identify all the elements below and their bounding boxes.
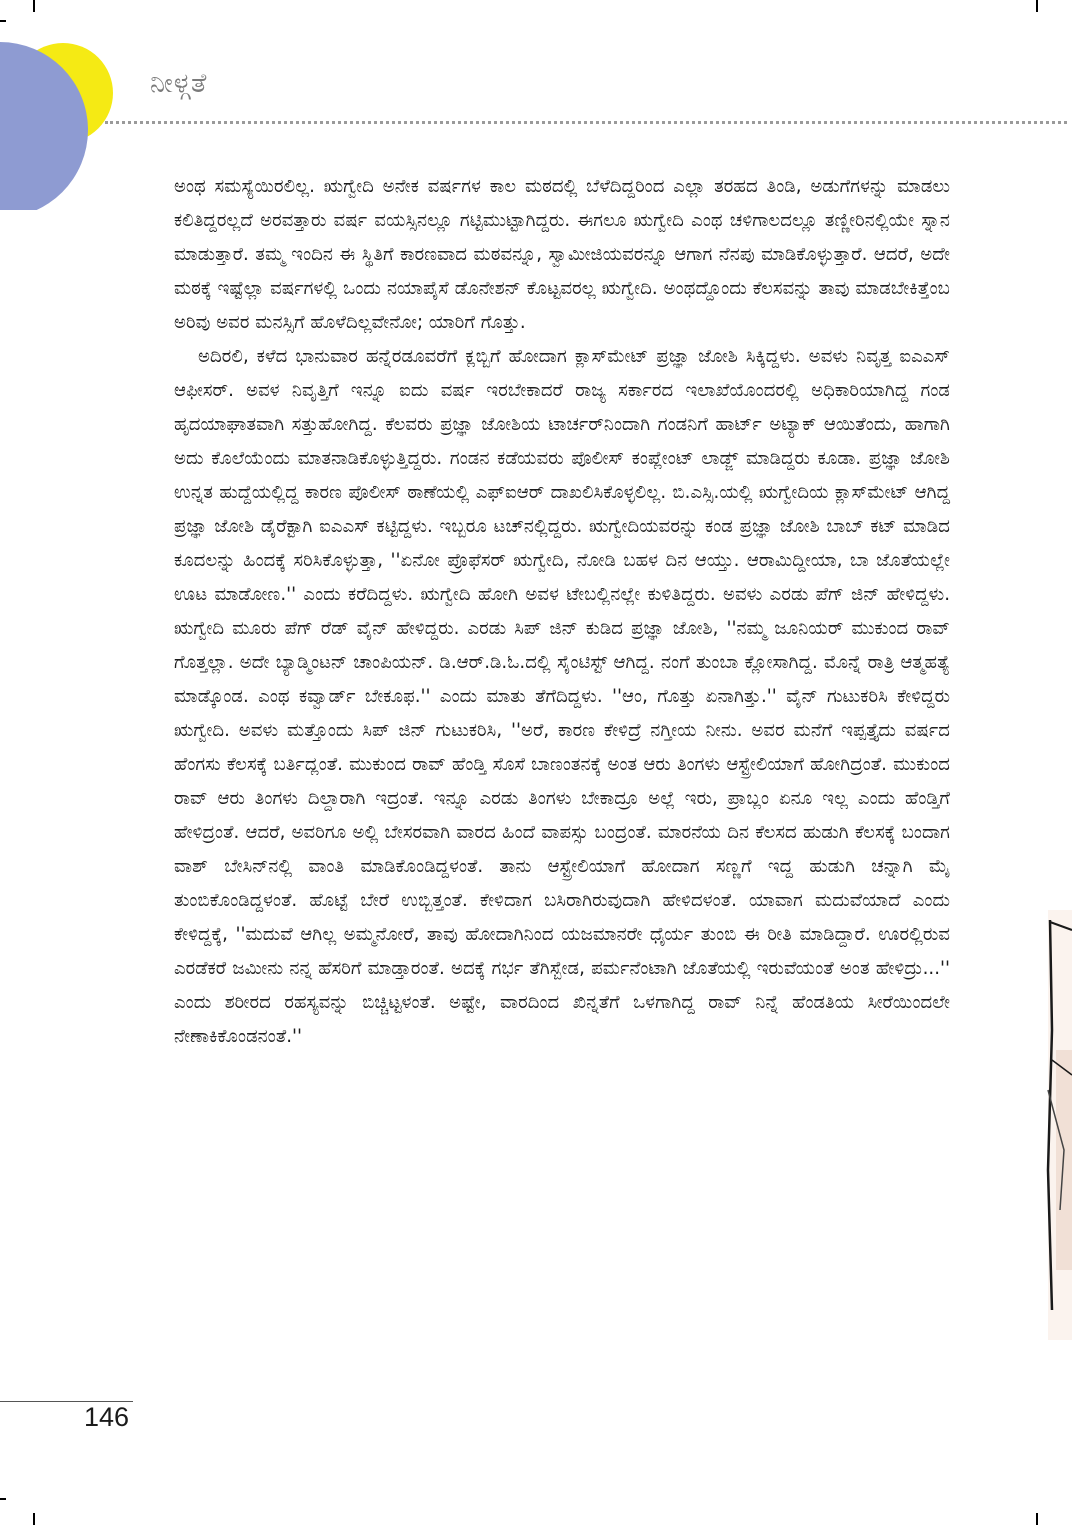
- dotted-divider: [105, 121, 1067, 124]
- crop-mark-bottom-left: [33, 1513, 35, 1525]
- paragraph: ಅದಿರಲಿ, ಕಳೆದ ಭಾನುವಾರ ಹನ್ನೆರಡೂವರೆಗೆ ಕ್ಲಬ್ಬಿಗೆ ಹೋದಾಗ ಕ್ಲಾಸ್‌ಮೇಟ್ ಪ್ರಜ್ಞಾ ಜೋಶಿ ಸಿಕ್ಕಿದ್ದಳು. ಅವಳು ನಿವೃತ್ತ ಐಎಎಸ್ ಆಫೀಸರ್. ಅವಳ ನಿವೃತ್ತಿಗೆ ಇನ್ನೂ ಐದು ವರ್ಷ ಇರಬೇಕಾದರೆ ರಾಜ್ಯ ಸರ್ಕಾರದ ಇಲಾಖೆಯೊಂದರಲ್ಲಿ ಅಧಿಕಾರಿಯಾಗಿದ್ದ ಗಂಡ ಹೃದಯಾಘಾತವಾಗಿ ಸತ್ತುಹೋಗಿದ್ದ. ಕೆಲವರು ಪ್ರಜ್ಞಾ ಜೋಶಿಯ ಟಾರ್ಚರ್‌ನಿಂದಾಗಿ ಗಂಡನಿಗೆ ಹಾರ್ಟ್ ಅಟ್ಯಾಕ್ ಆಯಿತೆಂದು, ಹಾಗಾಗಿ ಅದು ಕೊಲೆಯೆಂದು ಮಾತನಾಡಿಕೊಳ್ಳುತ್ತಿದ್ದರು. ಗಂಡನ ಕಡೆಯವರು ಪೊಲೀಸ್ ಕಂಪ್ಲೇಂಟ್ ಲಾಡ್ಜ್ ಮಾಡಿದ್ದರು ಕೂಡಾ. ಪ್ರಜ್ಞಾ ಜೋಶಿ ಉನ್ನತ ಹುದ್ದೆಯಲ್ಲಿದ್ದ ಕಾರಣ ಪೊಲೀಸ್ ಠಾಣೆಯಲ್ಲಿ ಎಫ್‌ಐಆರ್ ದಾಖಲಿಸಿಕೊಳ್ಳಲಿಲ್ಲ. ಬಿ.ಎಸ್ಸಿ.ಯಲ್ಲಿ ಋಗ್ವೇದಿಯ ಕ್ಲಾಸ್‌ಮೇಟ್ ಆಗಿದ್ದ ಪ್ರಜ್ಞಾ ಜೋಶಿ ಡೈರೆಕ್ಟಾಗಿ ಐಎಎಸ್ ಕಟ್ಟಿದ್ದಳು. ಇಬ್ಬರೂ ಟಚ್‌ನಲ್ಲಿದ್ದರು. ಋಗ್ವೇದಿಯವರನ್ನು ಕಂಡ ಪ್ರಜ್ಞಾ ಜೋಶಿ ಬಾಬ್ ಕಟ್ ಮಾಡಿದ ಕೂದಲನ್ನು ಹಿಂದಕ್ಕೆ ಸರಿಸಿಕೊಳ್ಳುತ್ತಾ, ''ಏನೋ ಪ್ರೊಫೆಸರ್ ಋಗ್ವೇದಿ, ನೋಡಿ ಬಹಳ ದಿನ ಆಯ್ತು. ಆರಾಮಿದ್ದೀಯಾ, ಬಾ ಜೊತೆಯಲ್ಲೇ ಊಟ ಮಾಡೋಣ.'' ಎಂದು ಕರೆದಿದ್ದಳು. ಋಗ್ವೇದಿ ಹೋಗಿ ಅವಳ ಟೇಬಲ್ಲಿನಲ್ಲೇ ಕುಳಿತಿದ್ದರು. ಅವಳು ಎರಡು ಪೆಗ್ ಜಿನ್ ಹೇಳಿದ್ದಳು. ಋಗ್ವೇದಿ ಮೂರು ಪೆಗ್ ರೆಡ್ ವೈನ್ ಹೇಳಿದ್ದರು. ಎರಡು ಸಿಪ್ ಜಿನ್ ಕುಡಿದ ಪ್ರಜ್ಞಾ ಜೋಶಿ, ''ನಮ್ಮ ಜೂನಿಯರ್ ಮುಕುಂದ ರಾವ್ ಗೊತ್ತಲ್ಲಾ. ಅದೇ ಬ್ಯಾಡ್ಮಿಂಟನ್ ಚಾಂಪಿಯನ್. ಡಿ.ಆರ್.ಡಿ.ಓ.ದಲ್ಲಿ ಸೈಂಟಿಸ್ಟ್ ಆಗಿದ್ದ. ನಂಗೆ ತುಂಬಾ ಕ್ಲೋಸಾಗಿದ್ದ. ಮೊನ್ನೆ ರಾತ್ರಿ ಆತ್ಮಹತ್ಯೆ ಮಾಡ್ಕೊಂಡ. ಎಂಥ ಕವ್ವಾರ್ಡ್ ಬೇಕೂಫ.'' ಎಂದು ಮಾತು ತೆಗೆದಿದ್ದಳು. ''ಆಂ, ಗೊತ್ತು ಏನಾಗಿತ್ತು.'' ವೈನ್ ಗುಟುಕರಿಸಿ ಕೇಳಿದ್ದರು ಋಗ್ವೇದಿ. ಅವಳು ಮತ್ತೊಂದು ಸಿಪ್ ಜಿನ್ ಗುಟುಕರಿಸಿ, ''ಅರೆ, ಕಾರಣ ಕೇಳಿದ್ರೆ ನಗ್ತೀಯ ನೀನು. ಅವರ ಮನೆಗೆ ಇಪ್ಪತ್ತೈದು ವರ್ಷದ ಹೆಂಗಸು ಕೆಲಸಕ್ಕೆ ಬರ್ತಿದ್ಲಂತೆ. ಮುಕುಂದ ರಾವ್ ಹೆಂಡ್ತಿ ಸೊಸೆ ಬಾಣಂತನಕ್ಕೆ ಅಂತ ಆರು ತಿಂಗಳು ಆಸ್ಟ್ರೇಲಿಯಾಗೆ ಹೋಗಿದ್ರಂತೆ. ಮುಕುಂದ ರಾವ್ ಆರು ತಿಂಗಳು ದಿಲ್ದಾರಾಗಿ ಇದ್ರಂತೆ. ಇನ್ನೂ ಎರಡು ತಿಂಗಳು ಬೇಕಾದ್ರೂ ಅಲ್ಲೆ ಇರು, ಪ್ರಾಬ್ಲಂ ಏನೂ ಇಲ್ಲ ಎಂದು ಹೆಂಡ್ತಿಗೆ ಹೇಳಿದ್ರಂತೆ. ಆದರೆ, ಅವರಿಗೂ ಅಲ್ಲಿ ಬೇಸರವಾಗಿ ವಾರದ ಹಿಂದೆ ವಾಪಸ್ಸು ಬಂದ್ರಂತೆ. ಮಾರನೆಯ ದಿನ ಕೆಲಸದ ಹುಡುಗಿ ಕೆಲಸಕ್ಕೆ ಬಂದಾಗ ವಾಶ್ ಬೇಸಿನ್‌ನಲ್ಲಿ ವಾಂತಿ ಮಾಡಿಕೊಂಡಿದ್ದಳಂತೆ. ತಾನು ಆಸ್ಟ್ರೇಲಿಯಾಗೆ ಹೋದಾಗ ಸಣ್ಣಗೆ ಇದ್ದ ಹುಡುಗಿ ಚನ್ನಾಗಿ ಮೈ ತುಂಬಿಕೊಂಡಿದ್ದಳಂತೆ. ಹೊಟ್ಟೆ ಬೇರೆ ಉಬ್ಬಿತ್ತಂತೆ. ಕೇಳಿದಾಗ ಬಸಿರಾಗಿರುವುದಾಗಿ ಹೇಳಿದಳಂತೆ. ಯಾವಾಗ ಮದುವೆಯಾದೆ ಎಂದು ಕೇಳಿದ್ದಕ್ಕೆ, ''ಮದುವೆ ಆಗಿಲ್ಲ ಅಮ್ಮನೋರೆ, ತಾವು ಹೋದಾಗಿನಿಂದ ಯಜಮಾನರೇ ಧೈರ್ಯ ತುಂಬಿ ಈ ರೀತಿ ಮಾಡಿದ್ದಾರೆ. ಊರಲ್ಲಿರುವ ಎರಡೆಕರೆ ಜಮೀನು ನನ್ನ ಹೆಸರಿಗೆ ಮಾಡ್ತಾರಂತೆ. ಅದಕ್ಕೆ ಗರ್ಭ ತೆಗಿಸ್ಬೇಡ, ಪರ್ಮನೆಂಟಾಗಿ ಜೊತೆಯಲ್ಲಿ ಇರುವೆಯಂತೆ ಅಂತ ಹೇಳಿದ್ರು...'' ಎಂದು ಶರೀರದ ರಹಸ್ಯವನ್ನು ಬಿಚ್ಚಿಟ್ಟಳಂತೆ. ಅಷ್ಟೇ, ವಾರದಿಂದ ಖಿನ್ನತೆಗೆ ಒಳಗಾಗಿದ್ದ ರಾವ್ ನಿನ್ನೆ ಹೆಂಡತಿಯ ಸೀರೆಯಿಂದಲೇ ನೇಣಾಕಿಕೊಂಡನಂತೆ.'': [174, 346, 950, 1047]
- page-number: 146: [84, 1402, 130, 1432]
- section-title: ನೀಳ್ಗತೆ: [150, 68, 208, 99]
- story-text: [174, 170, 950, 1054]
- crop-mark-bottom-left-h: [0, 1498, 6, 1500]
- side-illustration-fragment: [1030, 910, 1072, 1340]
- paragraph: ಅಂಥ ಸಮಸ್ಯೆಯಿರಲಿಲ್ಲ. ಋಗ್ವೇದಿ ಅನೇಕ ವರ್ಷಗಳ ಕಾಲ ಮಠದಲ್ಲಿ ಬೆಳೆದಿದ್ದರಿಂದ ಎಲ್ಲಾ ತರಹದ ತಿಂಡಿ, ಅಡುಗೆಗಳನ್ನು ಮಾಡಲು ಕಲಿತಿದ್ದರಲ್ಲದೆ ಅರವತ್ತಾರು ವರ್ಷ ವಯಸ್ಸಿನಲ್ಲೂ ಗಟ್ಟಿಮುಟ್ಟಾಗಿದ್ದರು. ಈಗಲೂ ಋಗ್ವೇದಿ ಎಂಥ ಚಳಿಗಾಲದಲ್ಲೂ ತಣ್ಣೀರಿನಲ್ಲಿಯೇ ಸ್ನಾನ ಮಾಡುತ್ತಾರೆ. ತಮ್ಮ ಇಂದಿನ ಈ ಸ್ಥಿತಿಗೆ ಕಾರಣವಾದ ಮಠವನ್ನೂ, ಸ್ವಾಮೀಜಿಯವರನ್ನೂ ಆಗಾಗ ನೆನಪು ಮಾಡಿಕೊಳ್ಳುತ್ತಾರೆ. ಆದರೆ, ಅದೇ ಮಠಕ್ಕೆ ಇಷ್ಟೆಲ್ಲಾ ವರ್ಷಗಳಲ್ಲಿ ಒಂದು ನಯಾಪೈಸೆ ಡೊನೇಶನ್ ಕೊಟ್ಟವರಲ್ಲ ಋಗ್ವೇದಿ. ಅಂಥದ್ದೊಂದು ಕೆಲಸವನ್ನು ತಾವು ಮಾಡಬೇಕಿತ್ತೆಂಬ ಅರಿವು ಅವರ ಮನಸ್ಸಿಗೆ ಹೊಳೆದಿಲ್ಲವೇನೋ; ಯಾರಿಗೆ ಗೊತ್ತು.: [174, 176, 950, 333]
- crop-mark-top-right: [1036, 0, 1038, 12]
- decorative-circles: [0, 0, 160, 210]
- crop-mark-bottom-right: [1036, 1513, 1038, 1525]
